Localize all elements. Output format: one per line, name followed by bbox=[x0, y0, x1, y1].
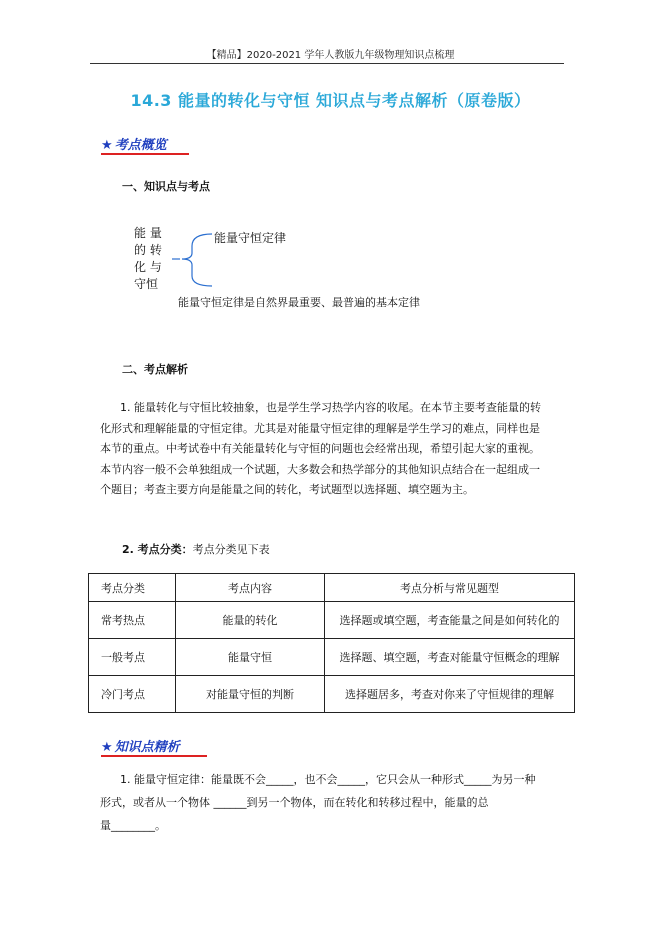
section1-heading: 一、知识点与考点 bbox=[122, 180, 210, 193]
table-header-cell: 考点分类 bbox=[89, 574, 176, 602]
table-cell: 选择题或填空题，考查能量之间是如何转化的 bbox=[325, 602, 575, 639]
concept-line-4: 守恒 bbox=[134, 277, 159, 291]
analysis-paragraph bbox=[100, 398, 570, 501]
page-header: 【精品】2020-2021 学年人教版九年级物理知识点梳理 bbox=[206, 50, 455, 61]
banner-overview-underline bbox=[101, 153, 189, 155]
paragraph-line: 化形式和理解能量的守恒定律。尤其是对能量守恒定律的理解是学生学习的难点，同样也是 bbox=[100, 421, 540, 435]
diagram-note: 能量守恒定律是自然界最重要、最普遍的基本定律 bbox=[178, 296, 420, 309]
classification-label: 2. 考点分类： bbox=[122, 543, 193, 556]
classification-text: 考点分类见下表 bbox=[192, 543, 270, 556]
table-header-cell: 考点分析与常见题型 bbox=[325, 574, 575, 602]
table-cell: 能量的转化 bbox=[176, 602, 325, 639]
table-cell: 选择题居多，考查对你来了守恒规律的理解 bbox=[325, 676, 575, 713]
table-cell: 冷门考点 bbox=[89, 676, 176, 713]
classification-caption bbox=[122, 541, 270, 557]
branch-label: 能量守恒定律 bbox=[214, 231, 287, 245]
section2-heading: 二、考点解析 bbox=[122, 363, 188, 376]
header-divider bbox=[90, 63, 564, 64]
table-cell: 一般考点 bbox=[89, 639, 176, 676]
paragraph-line: 1. 能量转化与守恒比较抽象，也是学生学习热学内容的收尾。在本节主要考查能量的转 bbox=[120, 401, 541, 414]
banner-knowledge-underline bbox=[101, 755, 207, 757]
table-cell: 能量守恒 bbox=[176, 639, 325, 676]
table-row bbox=[89, 676, 575, 713]
banner-overview-label: 考点概览 bbox=[114, 138, 167, 153]
paragraph-line: 个题目；考查主要方向是能量之间的转化，考试题型以选择题、填空题为主。 bbox=[100, 483, 474, 496]
table-header-row bbox=[89, 574, 575, 602]
star-icon: ★ bbox=[101, 740, 113, 755]
table-cell: 对能量守恒的判断 bbox=[176, 676, 325, 713]
paragraph-line: 本节内容一般不会单独组成一个试题，大多数会和热学部分的其他知识点结合在一起组成一 bbox=[100, 462, 540, 476]
table-cell: 选择题、填空题，考查对能量守恒概念的理解 bbox=[325, 639, 575, 676]
banner-knowledge bbox=[101, 736, 180, 755]
concept-line-1: 能 量 bbox=[134, 226, 162, 240]
fill-blank-line: 形式，或者从一个物体 ______到另一个物体，而在转化和转移过程中，能量的总 bbox=[100, 796, 489, 809]
exam-points-table bbox=[88, 573, 575, 713]
brace-connector bbox=[170, 228, 215, 290]
concept-line-2: 的 转 bbox=[134, 243, 162, 257]
knowledge-paragraph bbox=[100, 768, 570, 837]
table-header-cell: 考点内容 bbox=[176, 574, 325, 602]
fill-blank-line: 1. 能量守恒定律：能量既不会_____，也不会_____，它只会从一种形式_____为另一种 bbox=[120, 773, 536, 786]
star-icon: ★ bbox=[101, 138, 113, 153]
fill-blank-line: 量________。 bbox=[100, 819, 166, 832]
table-row bbox=[89, 602, 575, 639]
table-cell: 常考热点 bbox=[89, 602, 176, 639]
concept-line-3: 化 与 bbox=[134, 260, 162, 274]
concept-vertical-label bbox=[134, 225, 174, 297]
document-title: 14.3 能量的转化与守恒 知识点与考点解析（原卷版） bbox=[130, 91, 531, 110]
table-row bbox=[89, 639, 575, 676]
banner-overview bbox=[101, 134, 167, 153]
paragraph-line: 本节的重点。中考试卷中有关能量转化与守恒的问题也会经常出现，希望引起大家的重视。 bbox=[100, 442, 540, 455]
banner-knowledge-label: 知识点精析 bbox=[114, 740, 180, 755]
